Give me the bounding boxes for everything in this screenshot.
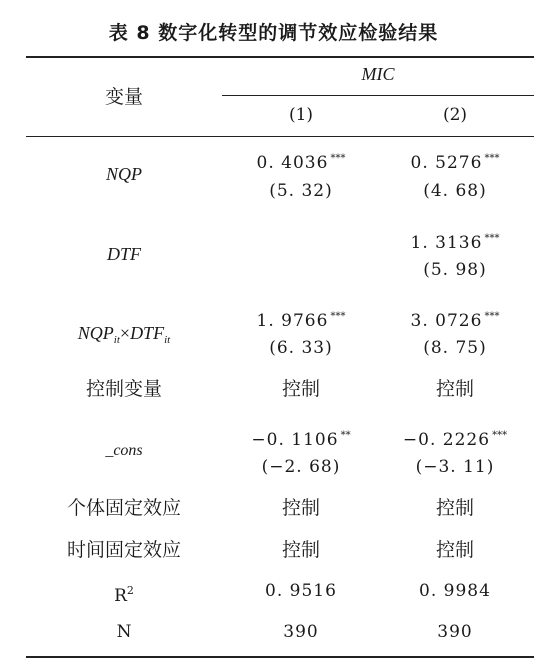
row-label-nqp: NQP <box>106 164 142 184</box>
nqp-col2-coef: 0. 5276 *** <box>410 153 500 173</box>
row-label-n: N <box>116 622 132 642</box>
constant-col2-coef: −0. 2226 *** <box>402 430 508 450</box>
column-2-header: (2) <box>442 105 468 125</box>
bottom-rule <box>26 656 534 658</box>
n-col2: 390 <box>437 622 473 642</box>
interaction-col1-tstat: (6. 33) <box>269 338 333 358</box>
firm-fe-col1: 控制 <box>281 497 320 519</box>
row-label-constant: _cons <box>105 442 143 459</box>
time-fe-col1: 控制 <box>281 539 320 561</box>
header-subrule <box>222 95 534 96</box>
dependent-variable-header: MIC <box>361 64 395 84</box>
dtf-col2-coef: 1. 3136 *** <box>410 233 500 253</box>
nqp-col1-tstat: (5. 32) <box>269 181 333 201</box>
r2-col1: 0. 9516 <box>265 581 337 601</box>
controls-col1: 控制 <box>281 378 320 400</box>
row-label-firm-fe: 个体固定效应 <box>66 497 181 519</box>
interaction-col1-coef: 1. 9766 *** <box>256 311 346 331</box>
row-label-dtf: DTF <box>106 244 141 264</box>
header-rule <box>26 136 534 137</box>
interaction-col2-coef: 3. 0726 *** <box>410 311 500 331</box>
row-label-time-fe: 时间固定效应 <box>66 539 181 561</box>
row-label-controls: 控制变量 <box>85 378 162 400</box>
nqp-col1-coef: 0. 4036 *** <box>256 153 346 173</box>
top-rule <box>26 56 534 58</box>
constant-col1-coef: −0. 1106 ** <box>251 430 351 450</box>
constant-col2-tstat: (−3. 11) <box>415 457 495 477</box>
variable-header: 变量 <box>104 86 143 108</box>
controls-col2: 控制 <box>435 378 474 400</box>
nqp-col2-tstat: (4. 68) <box>423 181 487 201</box>
firm-fe-col2: 控制 <box>435 497 474 519</box>
constant-col1-tstat: (−2. 68) <box>261 457 341 477</box>
row-label-r2: $R^2$ <box>114 584 134 606</box>
dtf-col2-tstat: (5. 98) <box>423 260 487 280</box>
interaction-col2-tstat: (8. 75) <box>423 338 487 358</box>
row-label-interaction: $NQP_{it}\times DTF_{it}$ <box>77 323 171 346</box>
column-1-header: (1) <box>288 105 314 125</box>
time-fe-col2: 控制 <box>435 539 474 561</box>
table-caption: 表 8 数字化转型的调节效应检验结果 <box>108 22 439 44</box>
n-col1: 390 <box>283 622 319 642</box>
r2-col2: 0. 9984 <box>419 581 491 601</box>
